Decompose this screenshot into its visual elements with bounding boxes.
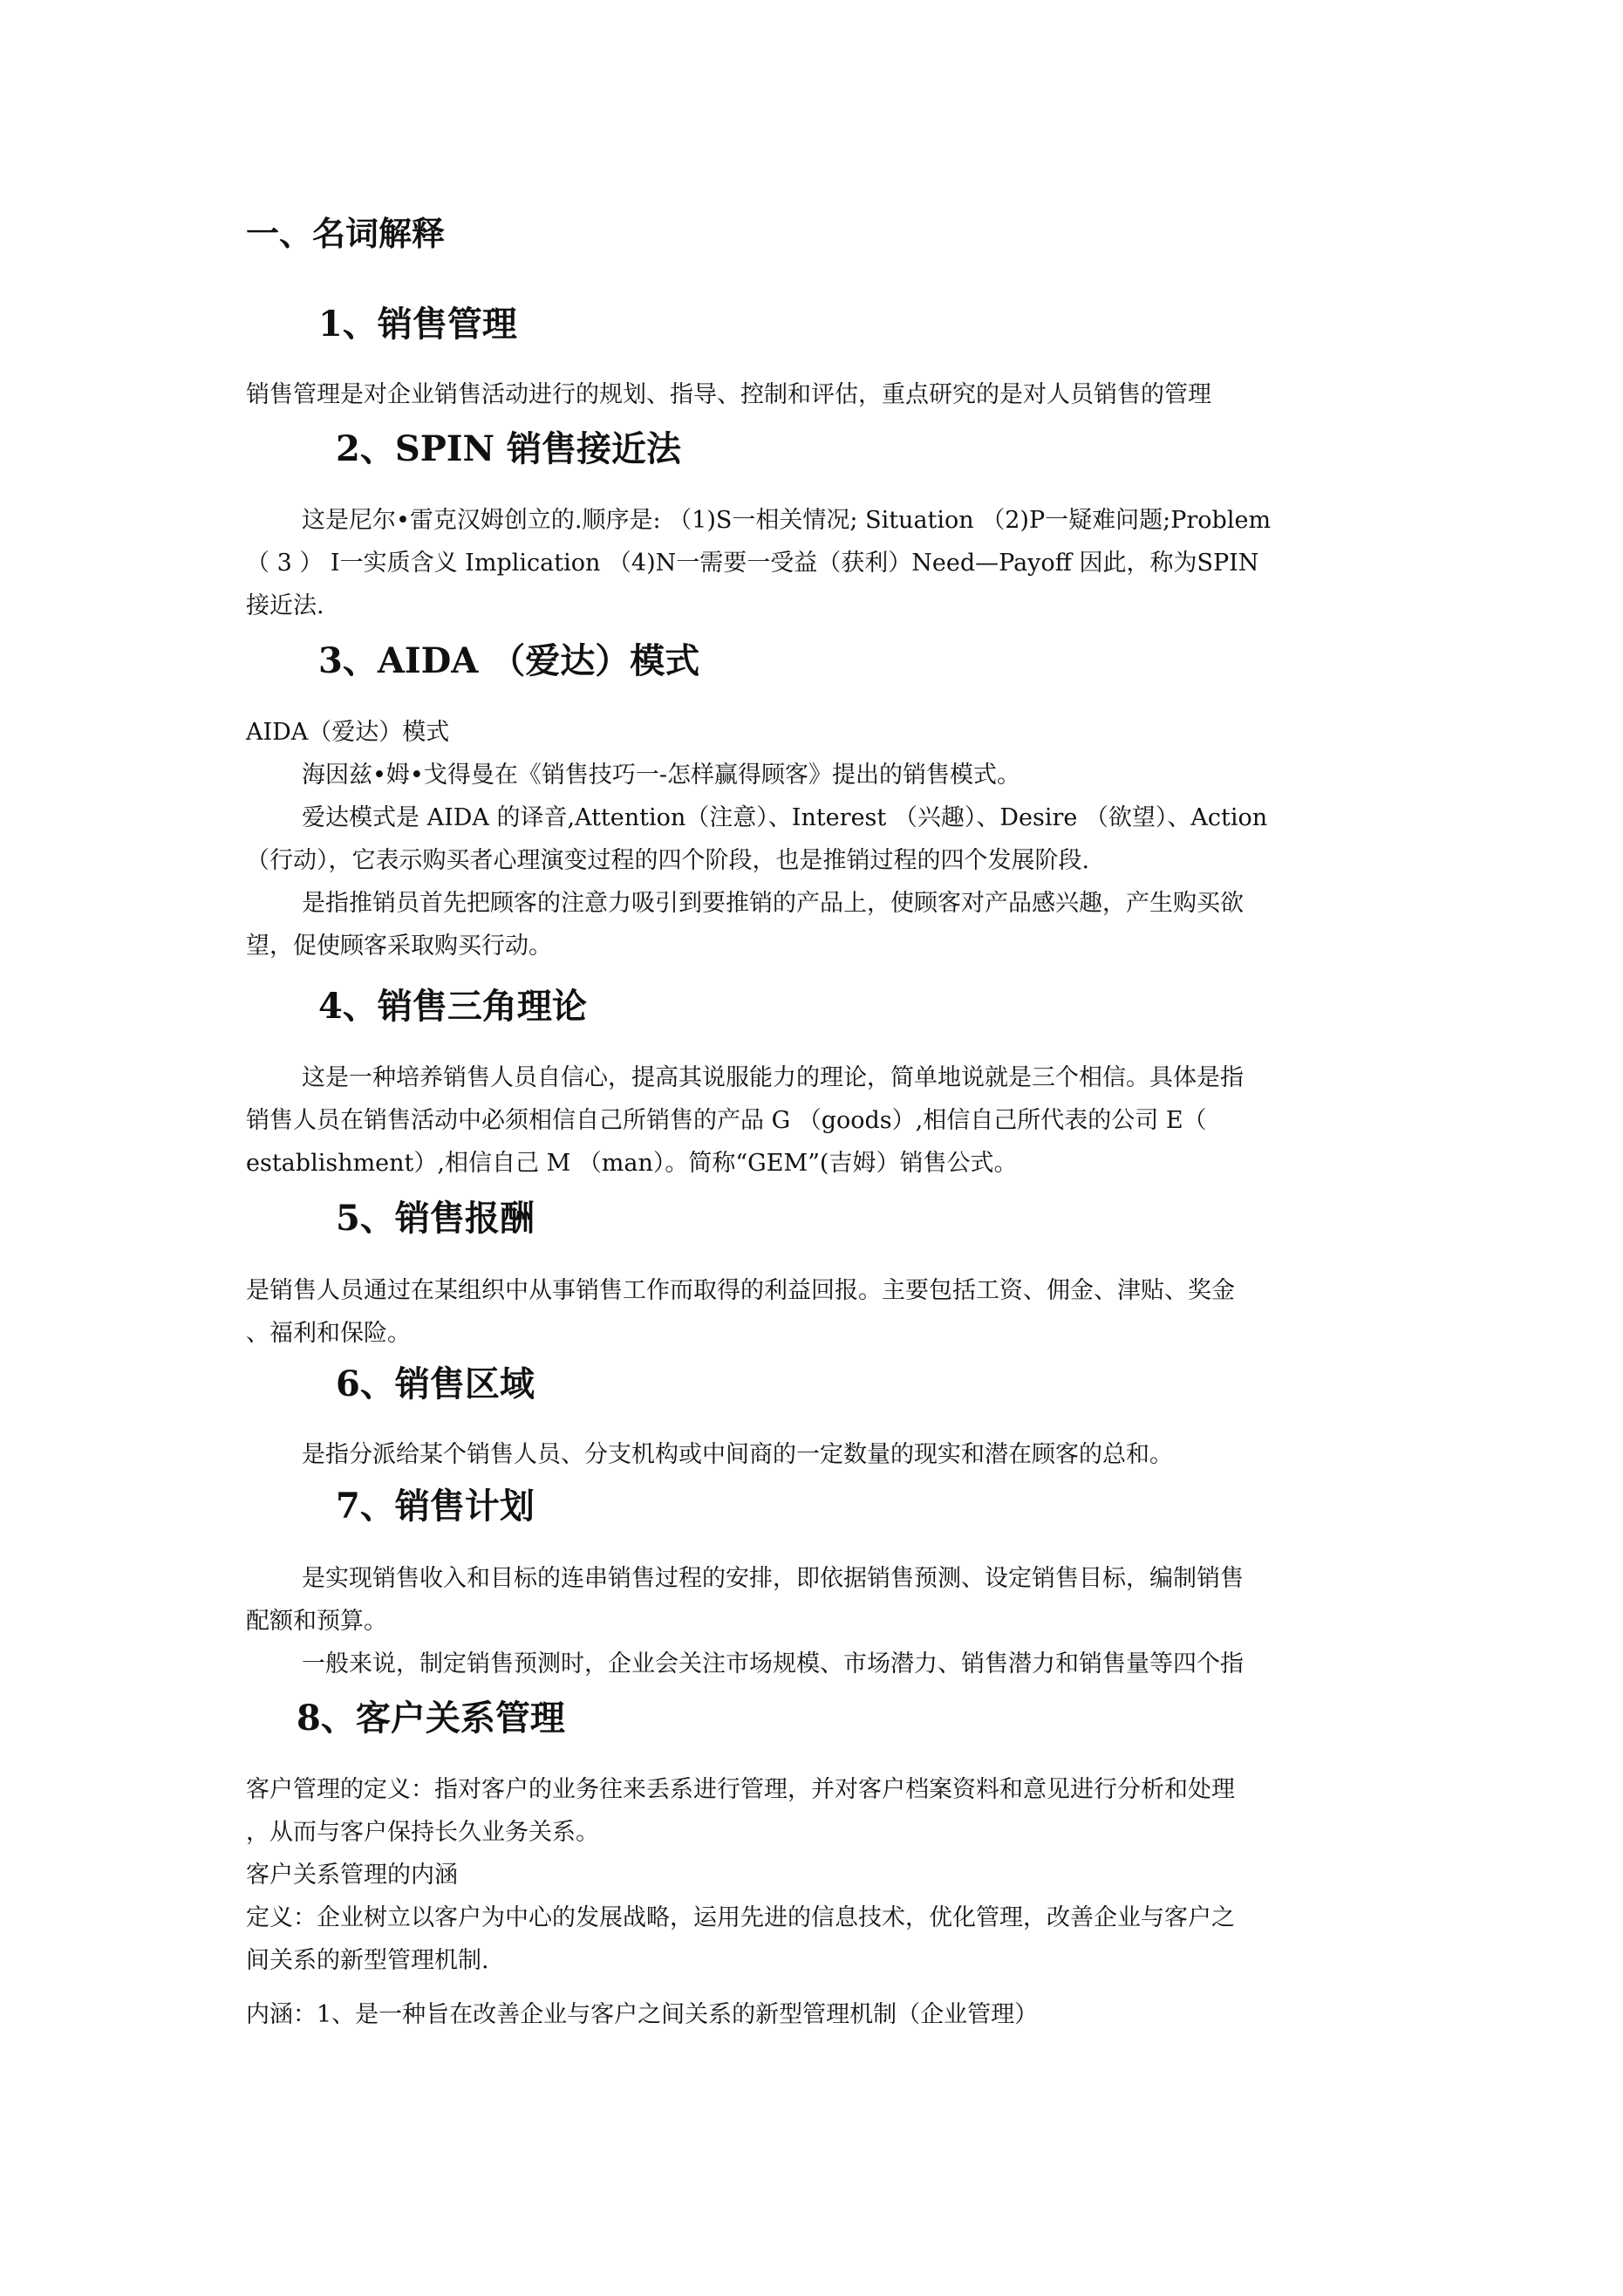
paragraph [246, 1056, 1406, 1185]
term-heading-sales-territory: 6、销售区域 [336, 1363, 535, 1404]
section-title: 一、名词解释 [246, 214, 446, 253]
text-line: 是销售人员通过在某组织中从事销售工作而取得的利益回报。主要包括工资、佣金、津贴、奖金 [246, 1277, 1235, 1304]
paragraph [246, 1557, 1406, 1685]
text-line: （ 3 ） I一实质含义 Implication （4)N一需要一受益（获利）Need—Payoff 因此，称为SPIN [246, 550, 1259, 577]
term-heading-sales-plan: 7、销售计划 [336, 1486, 535, 1527]
paragraph [246, 1433, 1406, 1476]
text-line: 销售人员在销售活动中必须相信自己所销售的产品 G （goods）,相信自己所代表的公司 E（ [246, 1107, 1207, 1134]
text-line: 间关系的新型管理机制. [246, 1947, 489, 1974]
term-heading-crm: 8、客户关系管理 [297, 1698, 565, 1739]
text-line: 客户关系管理的内涵 [246, 1862, 458, 1889]
text-line: 爱达模式是 AIDA 的译音,Attention（注意）、Interest （兴趣）、Desire （欲望）、Action [302, 804, 1268, 831]
text-line: 是指推销员首先把顾客的注意力吸引到要推销的产品上，使顾客对产品感兴趣，产生购买欲 [302, 890, 1244, 917]
text-line: 是指分派给某个销售人员、分支机构或中间商的一定数量的现实和潜在顾客的总和。 [302, 1441, 1173, 1468]
paragraph [246, 373, 1406, 416]
text-line: 定义：企业树立以客户为中心的发展战略，运用先进的信息技术，优化管理，改善企业与客户之 [246, 1904, 1235, 1931]
text-line: ，从而与客户保持长久业务关系。 [246, 1819, 599, 1846]
term-heading-sales-management: 1、销售管理 [318, 304, 517, 345]
text-line: establishment）,相信自己 M （man）。简称“GEM”(吉姆）销售公式。 [246, 1150, 1018, 1177]
text-line: 配额和预算。 [246, 1608, 387, 1635]
text-line: 销售管理是对企业销售活动进行的规划、指导、控制和评估，重点研究的是对人员销售的管理 [246, 381, 1211, 408]
text-line: 这是尼尔•雷克汉姆创立的.顺序是: （1)S一相关情况; Situation （2)P一疑难问题;Problem [302, 507, 1272, 534]
text-line: 一般来说，制定销售预测时，企业会关注市场规模、市场潜力、销售潜力和销售量等四个指 [302, 1650, 1244, 1678]
text-line: 客户管理的定义：指对客户的业务往来丢系进行管理，并对客户档案资料和意见进行分析和处理 [246, 1776, 1235, 1803]
paragraph [246, 1269, 1406, 1355]
paragraph [246, 1993, 1406, 2036]
text-line: 接近法. [246, 592, 324, 619]
term-heading-sales-triangle: 4、销售三角理论 [318, 986, 587, 1027]
text-line: 这是一种培养销售人员自信心，提高其说服能力的理论，简单地说就是三个相信。具体是指 [302, 1064, 1244, 1091]
text-line: 望，促使顾客采取购买行动。 [246, 933, 552, 960]
term-heading-spin: 2、SPIN 销售接近法 [336, 428, 681, 469]
text-line: 是实现销售收入和目标的连串销售过程的安排，即依据销售预测、设定销售目标，编制销售 [302, 1565, 1244, 1592]
paragraph [246, 499, 1406, 627]
text-line: AIDA（爱达）模式 [246, 719, 450, 746]
paragraph [246, 711, 1406, 967]
text-line: 内涵：1、是一种旨在改善企业与客户之间关系的新型管理机制（企业管理） [246, 2001, 1039, 2028]
term-heading-sales-compensation: 5、销售报酬 [336, 1198, 535, 1239]
term-heading-aida: 3、AIDA （爱达）模式 [318, 640, 700, 681]
text-line: 、福利和保险。 [246, 1320, 411, 1347]
text-line: 海因兹•姆•戈得曼在《销售技巧一-怎样赢得顾客》提出的销售模式。 [302, 762, 1020, 789]
paragraph [246, 1768, 1406, 1982]
text-line: （行动），它表示购买者心理演变过程的四个阶段，也是推销过程的四个发展阶段. [246, 847, 1090, 874]
